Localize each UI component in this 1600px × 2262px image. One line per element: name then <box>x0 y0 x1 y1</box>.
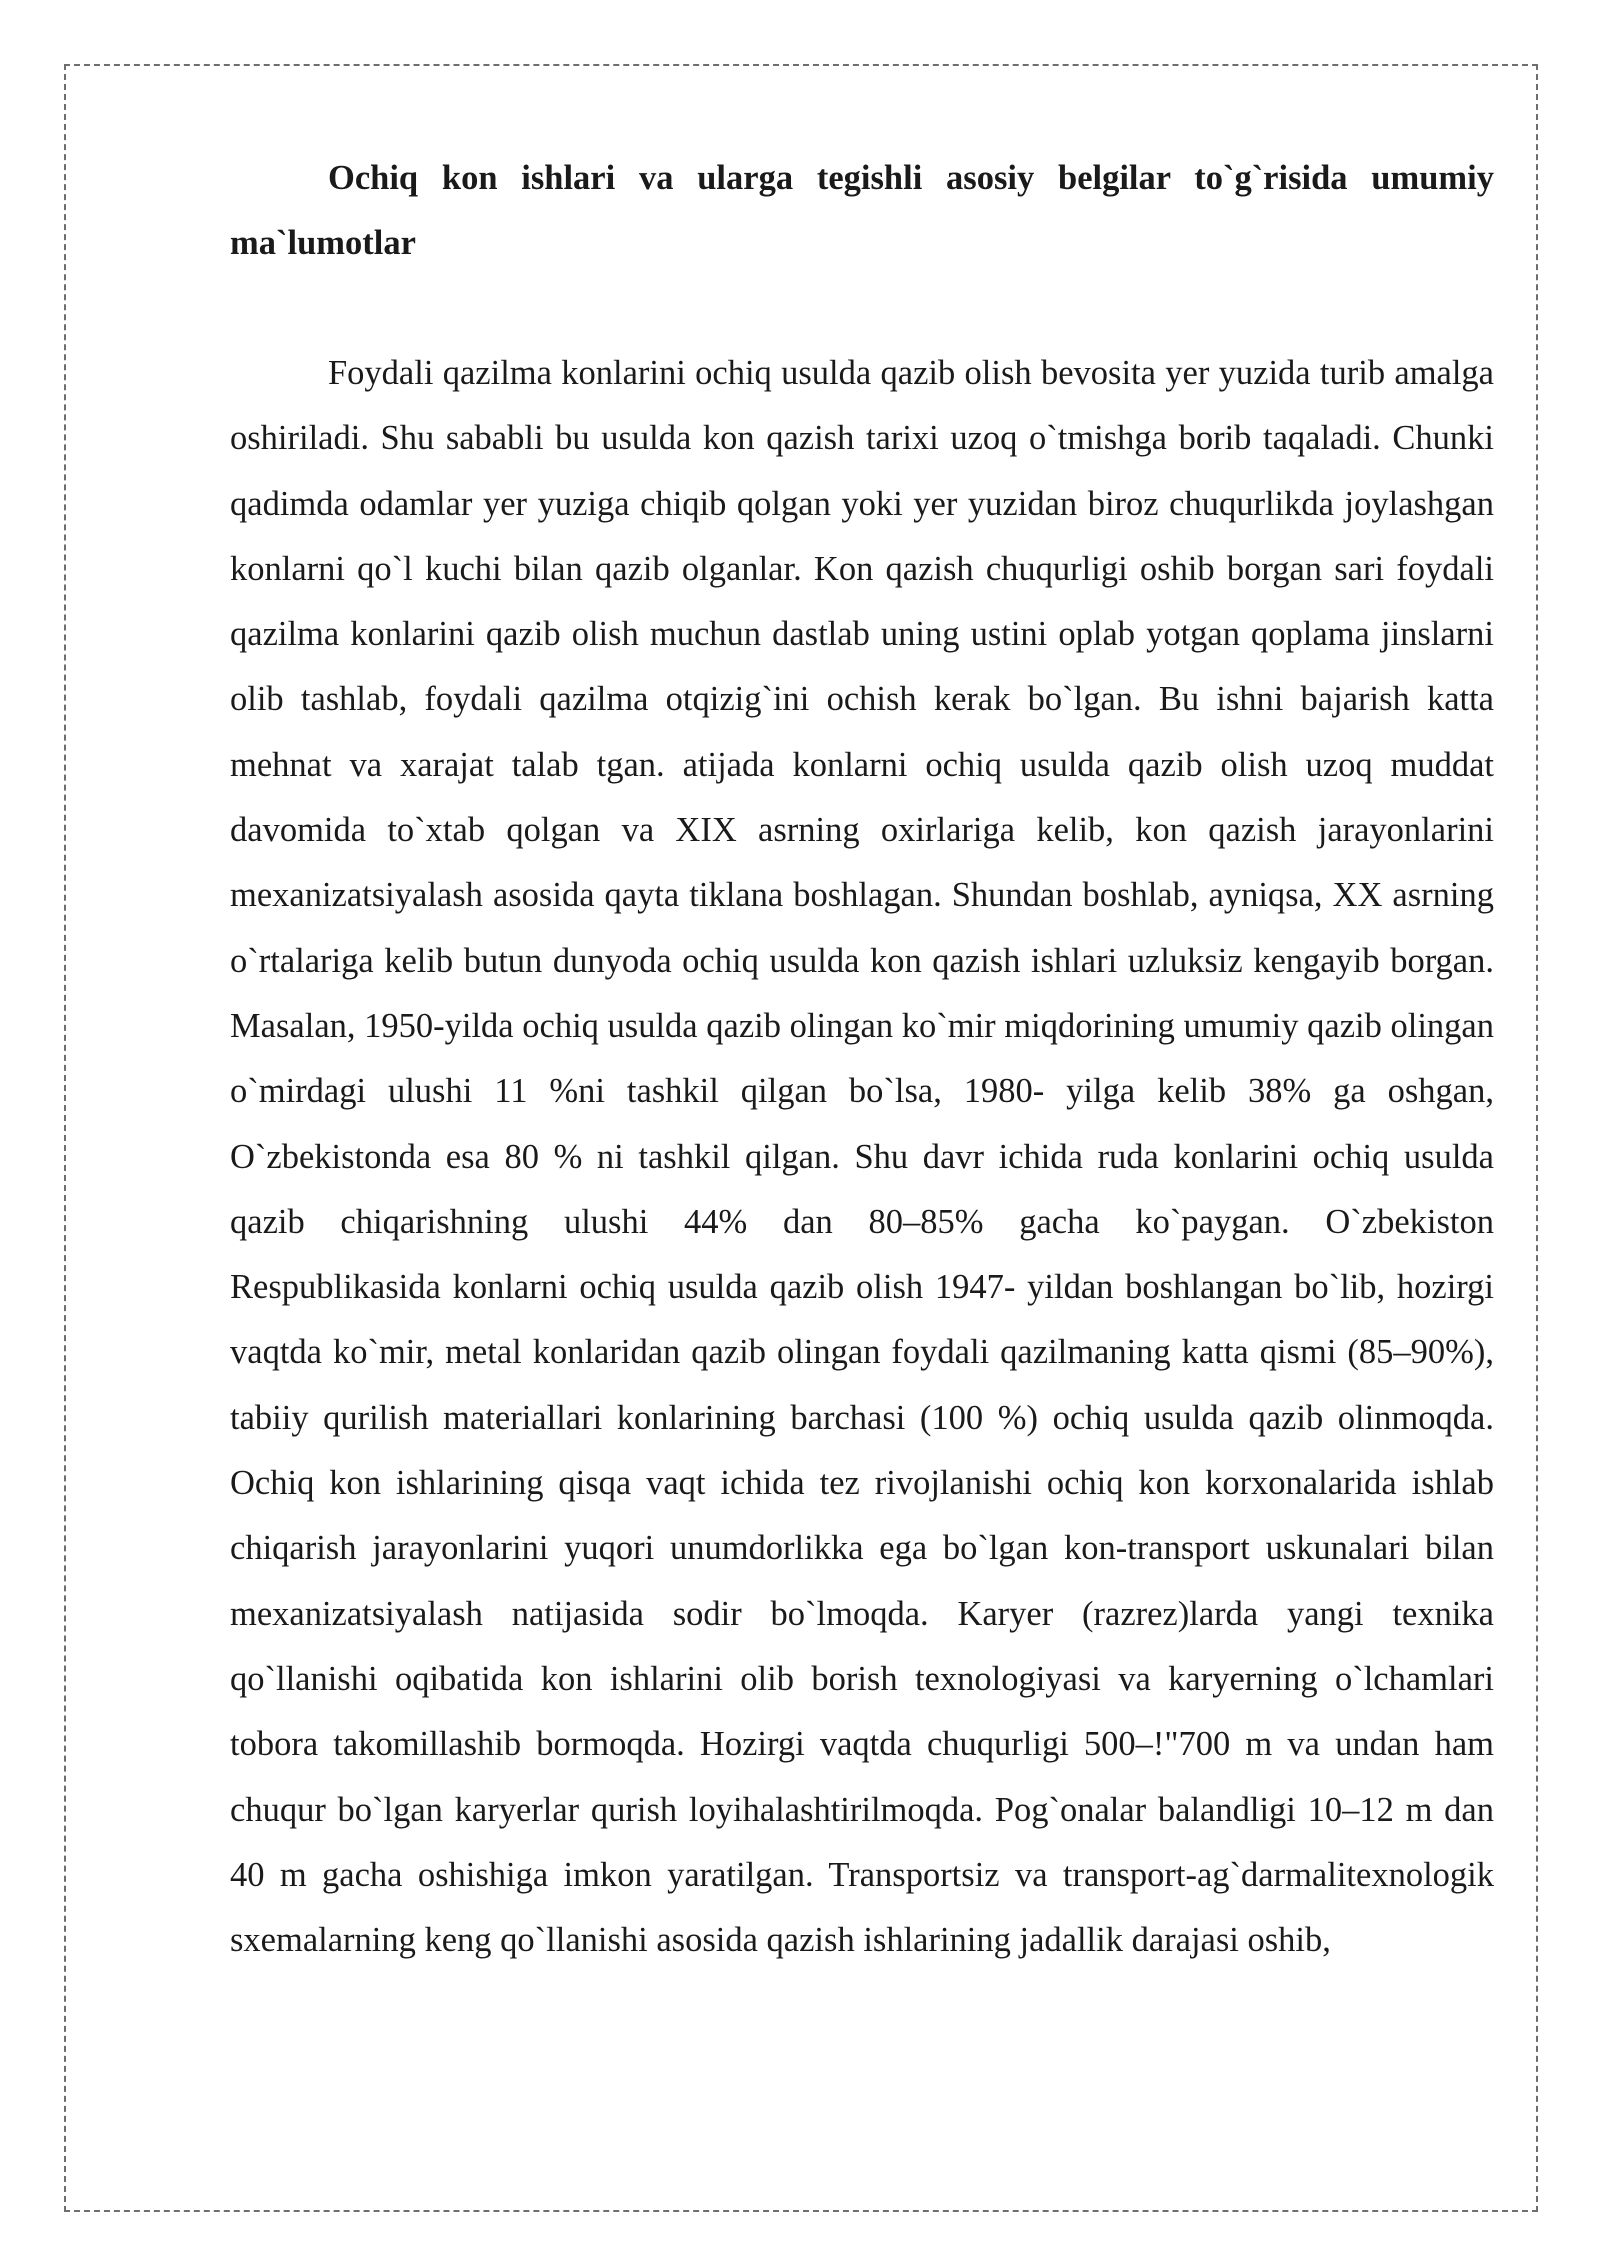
document-title: Ochiq kon ishlari va ularga tegishli asosiy belgilar to`g`risida umumiy ma`lumotlar <box>230 159 1494 262</box>
body-paragraph: Foydali qazilma konlarini ochiq usulda qazib olish bevosita yer yuzida turib amalga oshiriladi. Shu sababli bu usulda kon qazish tarixi uzoq o`tmishga borib taqaladi. Chunki qadimda odamlar yer yuziga chiqib qolgan yoki yer yuzidan biroz chuqurlikda joylashgan konlarni qo`l kuchi bilan qazib olganlar. Kon qazish chuqurligi oshib borgan sari foydali qazilma konlarini qazib olish muchun dastlab uning ustini oplab yotgan qoplama jinslarni olib tashlab, foydali qazilma otqizig`ini ochish kerak bo`lgan. Bu ishni bajarish katta mehnat va xarajat talab tgan. atijada konlarni ochiq usulda qazib olish uzoq muddat davomida to`xtab qolgan va XIX asrning oxirlariga kelib, kon qazish jarayonlarini mexanizatsiyalash asosida qayta tiklana boshlagan. Shundan boshlab, ayniqsa, XX asrning o`rtalariga kelib butun dunyoda ochiq usulda kon qazish ishlari uzluksiz kengayib borgan. Masalan, 1950-yilda ochiq usulda qazib olingan ko`mir miqdorining umumiy qazib olingan o`mirdagi ulushi 11 %ni tashkil qilgan bo`lsa, 1980- yilga kelib 38% ga oshgan, O`zbekistonda esa 80 % ni tashkil qilgan. Shu davr ichida ruda konlarini ochiq usulda qazib chiqarishning ulushi 44% dan 80–85% gacha ko`paygan. O`zbekiston Respublikasida konlarni ochiq usulda qazib olish 1947- yildan boshlangan bo`lib, hozirgi vaqtda ko`mir, metal konlaridan qazib olingan foydali qazilmaning katta qismi (85–90%), tabiiy qurilish materiallari konlarining barchasi (100 %) ochiq usulda qazib olinmoqda. Ochiq kon ishlarining qisqa vaqt ichida tez rivojlanishi ochiq kon korxonalarida ishlab chiqarish jarayonlarini yuqori unumdorlikka ega bo`lgan kon-transport uskunalari bilan mexanizatsiyalash natijasida sodir bo`lmoqda. Karyer (razrez)larda yangi texnika qo`llanishi oqibatida kon ishlarini olib borish texnologiyasi va karyerning o`lchamlari tobora takomillashib bormoqda. Hozirgi vaqtda chuqurligi 500–!"700 m va undan ham chuqur bo`lgan karyerlar qurish loyihalashtirilmoqda. Pog`onalar balandligi 10–12 m dan 40 m gacha oshishiga imkon yaratilgan. Transportsiz va transport-ag`darmalitexnologik sxemalarning keng qo`llanishi asosida qazish ishlarining jadallik darajasi oshib, <box>230 354 1494 1960</box>
document-body <box>230 146 1494 1973</box>
